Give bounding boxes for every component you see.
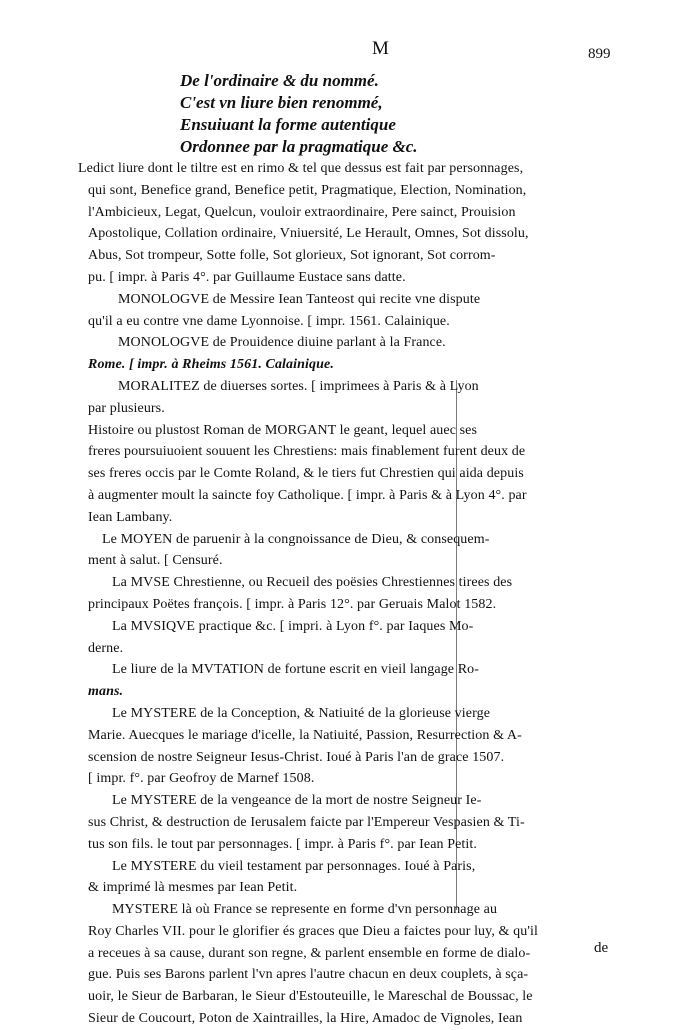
entry-line: La MVSIQVE practique &c. [ impri. à Lyon f°. par Iaques Mo-: [112, 618, 474, 634]
entry-line: Le MYSTERE de la Conception, & Natiuité de la glorieuse vierge: [112, 705, 491, 721]
text-line: uoir, le Sieur de Barbaran, le Sieur d'Estouteuille, le Mareschal de Boussac, le: [88, 989, 533, 1005]
entry-line: MONOLOGVE de Prouidence diuine parlant à la France.: [118, 335, 446, 351]
text-line: ses freres occis par le Comte Roland, & le tiers fut Chrestien qui aida depuis: [88, 466, 524, 482]
text-line: à augmenter moult la saincte foy Catholique. [ impr. à Paris & à Lyon 4°. par: [88, 487, 527, 503]
text-line: Sieur de Coucourt, Poton de Xaintrailles, la Hire, Amadoc de Vignoles, Iean: [88, 1011, 523, 1027]
catchword: de: [594, 940, 609, 956]
title-line: Ordonnee par la pragmatique &c.: [180, 137, 418, 156]
title-block: [180, 70, 418, 158]
text-line: principaux Poëtes françois. [ impr. à Paris 12°. par Geruais Malot 1582.: [88, 596, 497, 612]
entry-line: Le MOYEN de paruenir à la congnoissance de Dieu, & consequem-: [102, 531, 490, 547]
entry-line: Le MYSTERE du vieil testament par personnages. Ioué à Paris,: [112, 858, 476, 874]
text-line: l'Ambicieux, Legat, Quelcun, vouloir extraordinaire, Pere sainct, Prouision: [88, 204, 516, 220]
entry-line: Histoire ou plustost Roman de MORGANT le geant, lequel auec ses: [88, 422, 478, 438]
running-head: M: [372, 38, 389, 59]
text-line: a receues à sa cause, durant son regne, & parlent ensemble en forme de dialo-: [88, 945, 531, 961]
entry-line: Le MYSTERE de la vengeance de la mort de nostre Seigneur Ie-: [112, 793, 482, 809]
text-line: gue. Puis ses Barons parlent l'vn apres l'autre chacun en deux couplets, à sça-: [88, 967, 529, 983]
text-line: tus son fils. le tout par personnages. [ impr. à Paris f°. par Iean Petit.: [88, 836, 477, 852]
text-line: qui sont, Benefice grand, Benefice petit, Pragmatique, Election, Nomination,: [88, 182, 527, 198]
text-line: ment à salut. [ Censuré.: [88, 553, 223, 569]
text-line: scension de nostre Seigneur Iesus-Christ. Ioué à Paris l'an de grace 1507.: [88, 749, 505, 765]
text-line: Iean Lambany.: [88, 509, 173, 525]
text-line: Marie. Auecques le mariage d'icelle, la Natiuité, Passion, Resurrection & A-: [88, 727, 522, 743]
text-line: qu'il a eu contre vne dame Lyonnoise. [ impr. 1561. Calainique.: [88, 313, 450, 329]
text-line: [ impr. f°. par Geofroy de Marnef 1508.: [88, 771, 315, 787]
text-line: Roy Charles VII. pour le glorifier és graces que Dieu a faictes pour luy, & qu'il: [88, 923, 538, 939]
entry-line: MORALITEZ de diuerses sortes. [ imprimees à Paris & à Lyon: [118, 378, 479, 394]
title-line: Ensuiuant la forme autentique: [180, 115, 396, 134]
text-line: Abus, Sot trompeur, Sotte folle, Sot glorieux, Sot ignorant, Sot corrom-: [88, 248, 496, 264]
text-line: Ledict liure dont le tiltre est en rimo & tel que dessus est fait par personnages,: [78, 161, 524, 176]
entry-line: Le liure de la MVTATION de fortune escrit en vieil langage Ro-: [112, 662, 480, 678]
text-line: freres poursuiuoient souuent les Chrestiens: mais finablement furent deux de: [88, 444, 526, 460]
text-line: mans.: [88, 684, 124, 700]
text-line: & imprimé là mesmes par Iean Petit.: [88, 880, 298, 896]
entry-line: La MVSE Chrestienne, ou Recueil des poësies Chrestiennes tirees des: [112, 575, 513, 591]
text-line: Rome. [ impr. à Rheims 1561. Calainique.: [88, 357, 334, 373]
text-line: pu. [ impr. à Paris 4°. par Guillaume Eustace sans datte.: [88, 269, 406, 285]
entry-line: MYSTERE là où France se represente en forme d'vn personnage au: [112, 902, 498, 918]
text-line: sus Christ, & destruction de Ierusalem faicte par l'Empereur Vespasien & Ti-: [88, 814, 525, 830]
text-line: derne.: [88, 640, 124, 656]
title-line: C'est vn liure bien renommé,: [180, 93, 383, 112]
title-line: De l'ordinaire & du nommé.: [180, 71, 379, 90]
text-line: Apostolique, Collation ordinaire, Vniuersité, Le Herault, Omnes, Sot dissolu,: [88, 226, 529, 242]
text-line: par plusieurs.: [88, 400, 165, 416]
body-text: [78, 158, 630, 1030]
entry-line: MONOLOGVE de Messire Iean Tanteost qui recite vne dispute: [118, 291, 481, 307]
page-number: 899: [588, 46, 611, 62]
